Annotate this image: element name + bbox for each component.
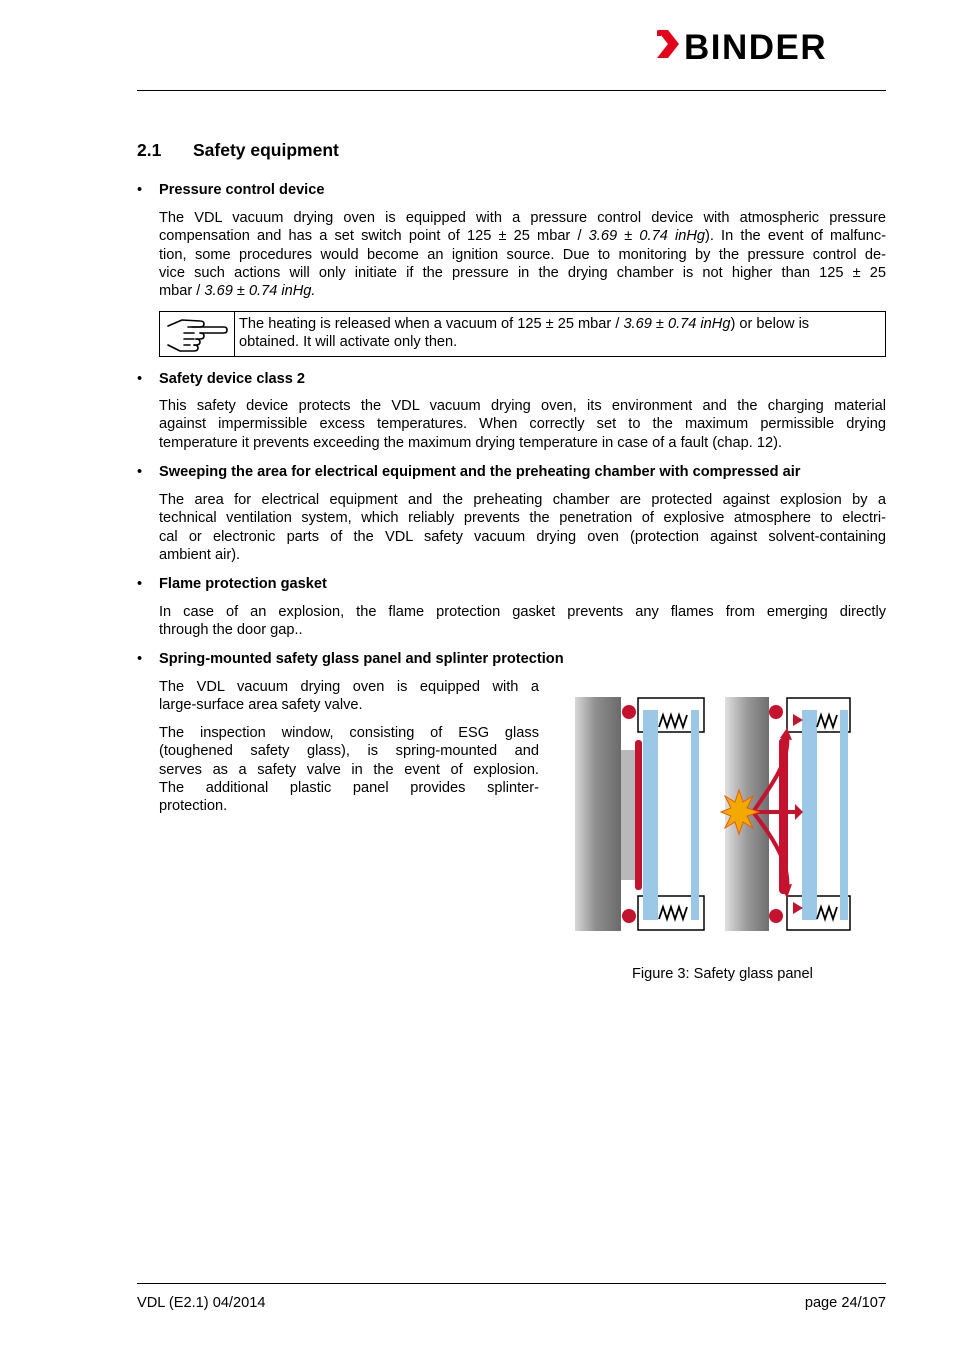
section-title: Safety equipment <box>193 140 339 160</box>
glass-line: The additional plastic panel provides splinter- <box>159 779 539 796</box>
glass-line: serves as a safety valve in the event of explosion. <box>159 761 539 778</box>
footer-document-id: VDL (E2.1) 04/2014 <box>137 1295 266 1311</box>
glass-heading: Spring-mounted safety glass panel and splinter protection <box>159 651 564 667</box>
bullet-dot: • <box>137 576 143 592</box>
sweep-heading: Sweeping the area for electrical equipment and the preheating chamber with compressed air <box>159 464 801 480</box>
glass-line: protection. <box>159 798 228 815</box>
class2-paragraph <box>159 397 886 452</box>
safety-glass-figure <box>575 690 860 940</box>
note-text: The heating is released when a vacuum of 125 ± 25 mbar / 3.69 ± 0.74 inHg) or below is obtained. It will activate only then. <box>239 316 810 351</box>
bullet-flame <box>137 575 327 593</box>
bullet-dot: • <box>137 182 143 198</box>
bullet-sweep <box>137 463 801 481</box>
note-box <box>159 311 886 357</box>
bullet-dot: • <box>137 464 143 480</box>
pressure-line: vice such actions will only initiate if the pressure in the drying chamber is not higher than 125 ± 25 <box>159 264 886 281</box>
flame-heading: Flame protection gasket <box>159 576 327 592</box>
sweep-line: cal or electronic parts of the VDL safety vacuum drying oven (protection against solvent-containing <box>159 528 886 545</box>
brand-arrow-icon <box>655 28 681 68</box>
sweep-line: technical ventilation system, which reliably prevents the penetration of explosive atmosphere to electri- <box>159 510 886 527</box>
figure-caption: Figure 3: Safety glass panel <box>632 966 813 982</box>
pressure-line: The VDL vacuum drying oven is equipped with a pressure control device with atmospheric pressure <box>159 210 886 226</box>
class2-line: temperature it prevents exceeding the maximum drying temperature in case of a fault (chap. 12). <box>159 434 782 451</box>
bullet-pressure <box>137 181 324 199</box>
glass-paragraph-2 <box>159 724 539 815</box>
bullet-glass <box>137 650 564 668</box>
glass-line: The VDL vacuum drying oven is equipped with a <box>159 679 539 695</box>
section-heading <box>137 139 339 161</box>
pressure-heading: Pressure control device <box>159 182 325 198</box>
bullet-class2 <box>137 370 305 388</box>
flame-line: through the door gap.. <box>159 622 303 639</box>
brand-logo <box>655 28 887 68</box>
pressure-line: compensation and has a set switch point of 125 ± 25 mbar / 3.69 ± 0.74 inHg). In the event of malfunc- <box>159 228 886 245</box>
glass-paragraph-1 <box>159 678 539 715</box>
glass-line: large-surface area safety valve. <box>159 697 363 714</box>
header-rule <box>137 90 886 91</box>
section-number: 2.1 <box>137 140 162 160</box>
flame-line: In case of an explosion, the flame protection gasket prevents any flames from emerging directly <box>159 604 886 620</box>
pressure-line: tion, some procedures would become an ignition source. Due to monitoring by the pressure control de- <box>159 246 886 263</box>
class2-heading: Safety device class 2 <box>159 371 306 387</box>
bullet-dot: • <box>137 651 143 667</box>
glass-line: (toughened safety glass), is spring-mounted and <box>159 743 539 760</box>
footer-rule <box>137 1283 886 1284</box>
pressure-line: mbar / 3.69 ± 0.74 inHg. <box>159 283 316 300</box>
class2-line: against impermissible excess temperatures. When correctly set to the maximum permissible drying <box>159 416 886 433</box>
pressure-paragraph <box>159 209 886 300</box>
sweep-paragraph <box>159 491 886 564</box>
class2-line: This safety device protects the VDL vacuum drying oven, its environment and the charging material <box>159 398 886 414</box>
sweep-line: ambient air). <box>159 546 241 563</box>
footer-page-number: page 24/107 <box>804 1295 886 1311</box>
brand-name: BINDER <box>684 28 828 67</box>
bullet-dot: • <box>137 371 143 387</box>
flame-paragraph <box>159 603 886 640</box>
glass-line: The inspection window, consisting of ESG glass <box>159 725 539 741</box>
pointing-hand-icon <box>160 312 235 356</box>
sweep-line: The area for electrical equipment and the preheating chamber are protected against explosion by a <box>159 492 886 508</box>
